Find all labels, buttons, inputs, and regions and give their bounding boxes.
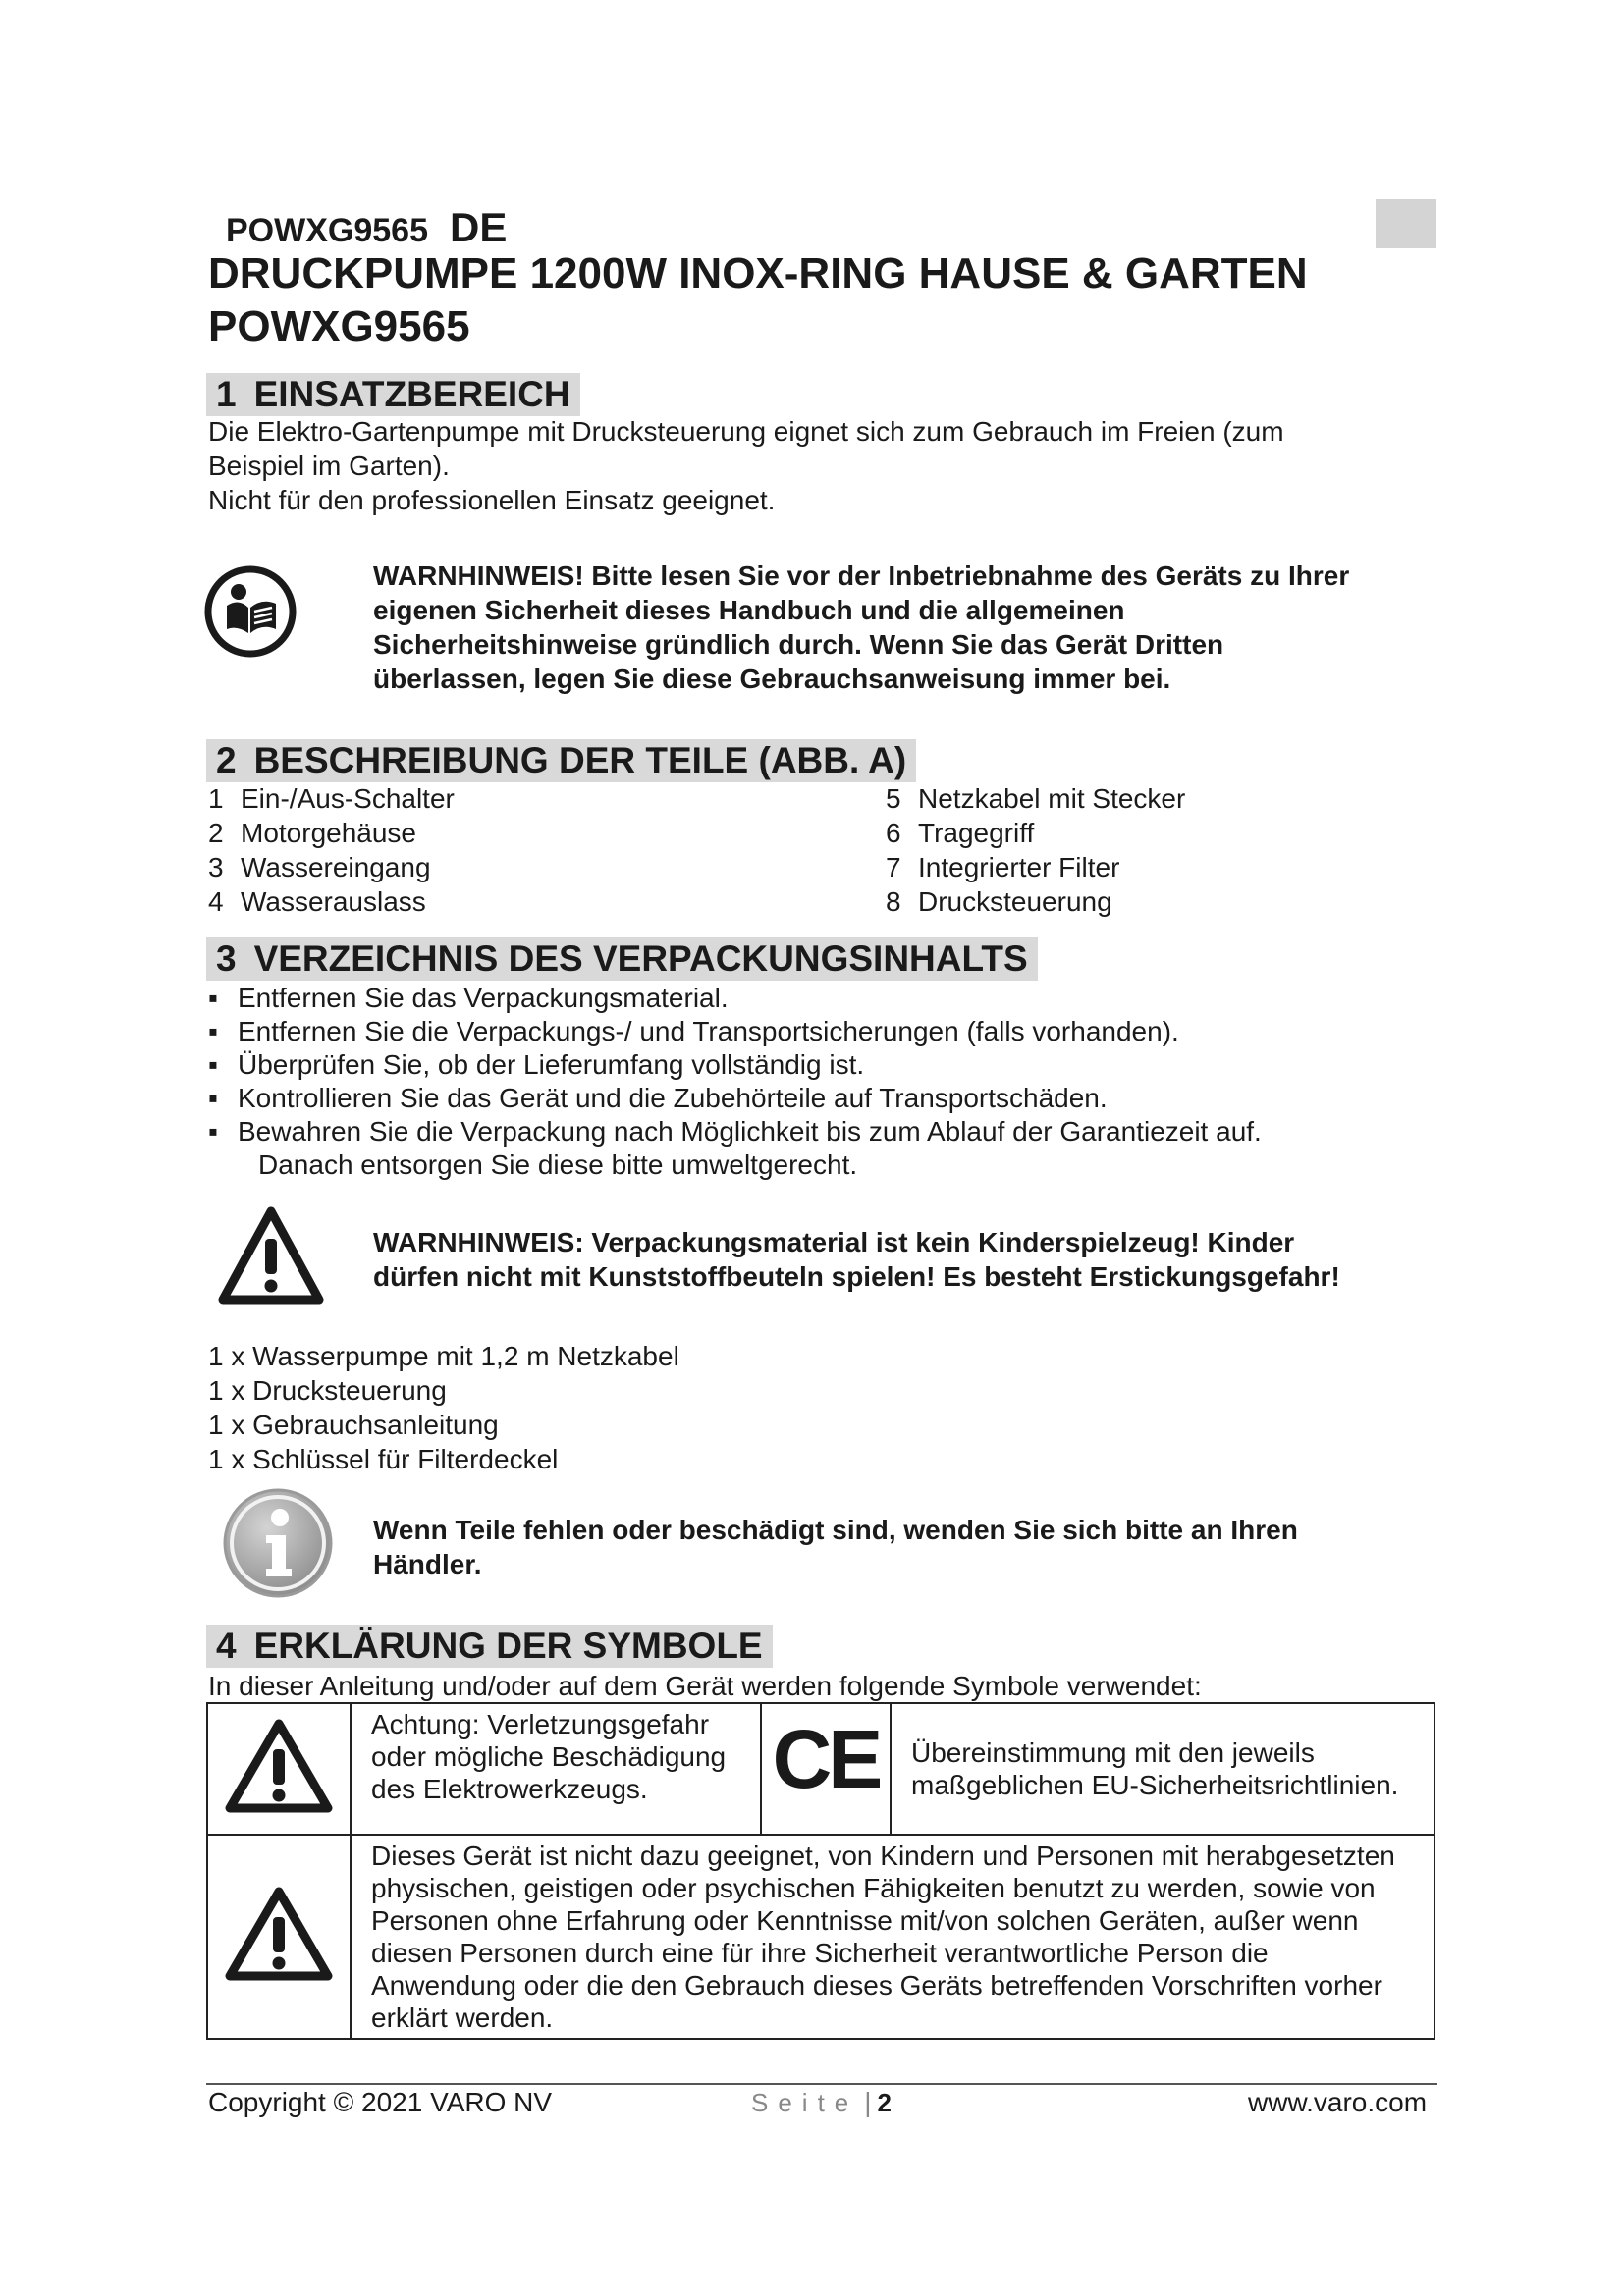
part-item: 3 Wassereingang: [208, 852, 431, 882]
warning-triangle-icon: [218, 1205, 324, 1306]
part-item: 2 Motorgehäuse: [208, 818, 417, 848]
section-4-heading: [206, 1625, 773, 1668]
part-item: 1 Ein-/Aus-Schalter: [208, 783, 455, 814]
list-item: 1 x Wasserpumpe mit 1,2 m Netzkabel: [208, 1341, 679, 1371]
list-item-continuation: Danach entsorgen Sie diese bitte umweltgerecht.: [258, 1149, 858, 1180]
section-3-heading: [206, 937, 1038, 981]
section-number: 4: [216, 1626, 237, 1666]
warning-line: WARNHINWEIS! Bitte lesen Sie vor der Inbetriebnahme des Geräts zu Ihrer: [373, 561, 1350, 591]
warning-line: WARNHINWEIS: Verpackungsmaterial ist kein Kinderspielzeug! Kinder: [373, 1227, 1295, 1257]
part-item: 8 Drucksteuerung: [886, 886, 1112, 917]
warning-packaging: [373, 1225, 1340, 1294]
warning-line: dürfen nicht mit Kunststoffbeuteln spielen! Es besteht Erstickungsgefahr!: [373, 1261, 1340, 1292]
language-code: DE: [449, 204, 508, 250]
list-item: 1 x Drucksteuerung: [208, 1375, 447, 1406]
list-item: ▪ Entfernen Sie die Verpackungs-/ und Transportsicherungen (falls vorhanden).: [208, 1016, 1179, 1046]
part-item: 7 Integrierter Filter: [886, 852, 1120, 882]
part-item: 5 Netzkabel mit Stecker: [886, 783, 1186, 814]
list-item: ▪ Entfernen Sie das Verpackungsmaterial.: [208, 983, 729, 1013]
info-note: [373, 1513, 1298, 1581]
parts-column-right: [886, 781, 1185, 919]
footer-copyright: Copyright © 2021 VARO NV: [208, 2087, 553, 2117]
section-1-heading: [206, 373, 580, 416]
warning-line: überlassen, legen Sie diese Gebrauchsanweisung immer bei.: [373, 664, 1171, 694]
footer-website-link[interactable]: www.varo.com: [1248, 2087, 1428, 2117]
product-code: POWXG9565: [226, 212, 428, 249]
warning-triangle-icon: [224, 1886, 334, 1982]
section-number: 3: [216, 938, 237, 979]
product-code-line: [226, 204, 507, 251]
list-item: ▪ Bewahren Sie die Verpackung nach Möglichkeit bis zum Ablauf der Garantiezeit auf.: [208, 1116, 1262, 1147]
warning-read-manual: [373, 559, 1349, 696]
table-cell: [761, 1703, 891, 1835]
info-icon: [221, 1486, 335, 1600]
section-title: EINSATZBEREICH: [253, 374, 570, 414]
part-item: 4 Wasserauslass: [208, 886, 426, 917]
section-number: 1: [216, 374, 237, 414]
info-line: Händler.: [373, 1549, 482, 1579]
read-manual-icon: [203, 564, 298, 659]
table-row: [207, 1703, 1435, 1835]
warning-triangle-icon: [224, 1718, 334, 1814]
section-title: ERKLÄRUNG DER SYMBOLE: [253, 1626, 763, 1666]
table-cell: Übereinstimmung mit den jeweils maßgeblichen EU-Sicherheitsrichtlinien.: [891, 1703, 1435, 1835]
page-corner-tab: [1376, 199, 1436, 248]
page-title-line: POWXG9565: [208, 302, 470, 350]
table-cell: [207, 1835, 351, 2039]
section-1-text: [208, 414, 1284, 517]
list-item: 1 x Schlüssel für Filterdeckel: [208, 1444, 559, 1474]
table-cell: [207, 1703, 351, 1835]
section-title: VERZEICHNIS DES VERPACKUNGSINHALTS: [253, 938, 1028, 979]
info-line: Wenn Teile fehlen oder beschädigt sind, wenden Sie sich bitte an Ihren: [373, 1515, 1298, 1545]
table-row: [207, 1835, 1435, 2039]
list-item: 1 x Gebrauchsanleitung: [208, 1410, 499, 1440]
unpacking-steps-list: [208, 982, 1262, 1182]
page-title-line: DRUCKPUMPE 1200W INOX-RING HAUSE & GARTEN: [208, 249, 1308, 297]
paragraph-line: Die Elektro-Gartenpumpe mit Drucksteuerung eignet sich zum Gebrauch im Freien (zum: [208, 416, 1284, 447]
section-number: 2: [216, 740, 237, 780]
parts-column-left: [208, 781, 455, 919]
footer-divider: [206, 2083, 1437, 2085]
section-title: BESCHREIBUNG DER TEILE (ABB. A): [253, 740, 907, 780]
warning-line: Sicherheitshinweise gründlich durch. Wenn Sie das Gerät Dritten: [373, 629, 1224, 660]
package-contents-list: [208, 1339, 679, 1476]
list-item: ▪ Überprüfen Sie, ob der Lieferumfang vollständig ist.: [208, 1049, 865, 1080]
symbols-table: [206, 1702, 1435, 2040]
symbols-intro: In dieser Anleitung und/oder auf dem Gerät werden folgende Symbole verwendet:: [208, 1671, 1202, 1701]
footer-page-number: Seite | 2: [751, 2087, 893, 2117]
section-2-heading: [206, 739, 916, 782]
table-cell: Achtung: Verletzungsgefahr oder mögliche Beschädigung des Elektrowerkzeugs.: [351, 1703, 761, 1835]
ce-mark-icon: CE: [772, 1713, 880, 1805]
list-item: ▪ Kontrollieren Sie das Gerät und die Zubehörteile auf Transportschäden.: [208, 1083, 1108, 1113]
paragraph-line: Nicht für den professionellen Einsatz geeignet.: [208, 485, 776, 515]
part-item: 6 Tragegriff: [886, 818, 1035, 848]
paragraph-line: Beispiel im Garten).: [208, 451, 450, 481]
table-cell: Dieses Gerät ist nicht dazu geeignet, von Kindern und Personen mit herabgesetzten physischen, geistigen oder psychischen Fähigkeiten benutzt zu werden, sowie von Personen ohne Erfahrung oder Kenntnisse mit/von solchen Geräten, außer wenn diesen Personen durch eine für ihre Sicherheit verantwortliche Person die Anwendung oder die den Gebrauch dieses Geräts betreffenden Vorschriften vorher erklärt werden.: [351, 1835, 1435, 2039]
warning-line: eigenen Sicherheit dieses Handbuch und die allgemeinen: [373, 595, 1125, 625]
page-title: [208, 247, 1465, 353]
